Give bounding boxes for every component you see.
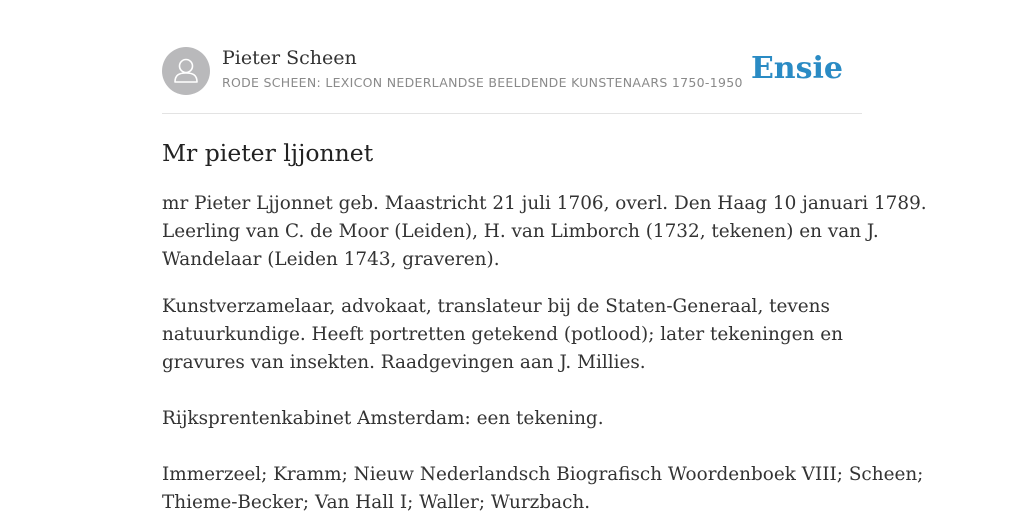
text-line: Thieme-Becker; Van Hall I; Waller; Wurzbach. — [162, 492, 591, 512]
article-body — [162, 190, 927, 512]
text-line: Kunstverzamelaar, advokaat, translateur bij de Staten-Generaal, tevens — [162, 296, 830, 317]
text-line: Rijksprentenkabinet Amsterdam: een tekening. — [162, 408, 604, 429]
text-line: Leerling van C. de Moor (Leiden), H. van Limborch (1732, tekenen) en van J. — [162, 221, 879, 242]
paragraph-details — [162, 293, 924, 512]
source-title[interactable]: RODE SCHEEN: LEXICON NEDERLANDSE BEELDENDE KUNSTENAARS 1750-1950 — [222, 75, 743, 90]
user-icon — [162, 47, 210, 95]
text-line: mr Pieter Ljjonnet geb. Maastricht 21 juli 1706, overl. Den Haag 10 januari 1789. — [162, 193, 927, 214]
author-name[interactable]: Pieter Scheen — [222, 47, 357, 69]
author-avatar[interactable] — [162, 47, 210, 95]
line-break — [162, 377, 862, 405]
paragraph-biography — [162, 190, 927, 274]
line-break — [162, 433, 862, 461]
content-container — [162, 0, 927, 512]
article-header — [162, 0, 862, 114]
text-line: Wandelaar (Leiden 1743, graveren). — [162, 249, 500, 270]
text-line: gravures van insekten. Raadgevingen aan J. Millies. — [162, 352, 646, 373]
article-title: Mr pieter ljjonnet — [162, 139, 374, 167]
text-line: Immerzeel; Kramm; Nieuw Nederlandsch Biografisch Woordenboek VIII; Scheen; — [162, 464, 924, 485]
text-line: natuurkundige. Heeft portretten getekend (potlood); later tekeningen en — [162, 324, 843, 345]
ensie-logo[interactable]: Ensie — [750, 51, 843, 86]
